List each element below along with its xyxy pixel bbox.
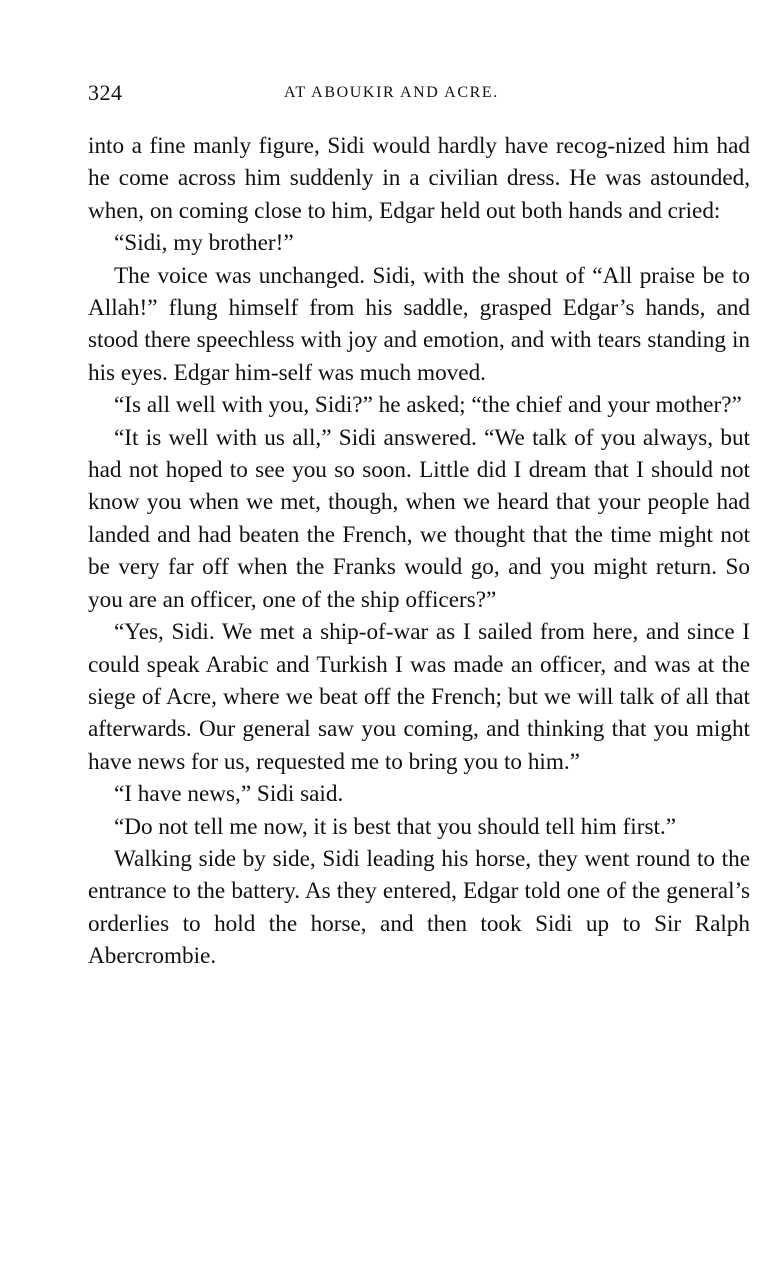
paragraph: “I have news,” Sidi said.: [114, 781, 344, 808]
paragraph: “Do not tell me now, it is best that you should tell him first.”: [114, 813, 677, 840]
page-header: [88, 80, 750, 110]
paragraph: Walking side by side, Sidi leading his horse, they went round to the entrance to the battery. As they entered, Edgar told one of the general’s orderlies to hold the horse, and then took Sidi up to Sir Ralph Abercrombie.: [88, 845, 750, 970]
paragraph: into a fine manly figure, Sidi would hardly have recog-nized him had he come across him suddenly in a civilian dress. He was astounded, when, on coming close to him, Edgar held out both hands and cried:: [88, 133, 750, 224]
page-number: 324: [88, 80, 123, 105]
paragraph: “It is well with us all,” Sidi answered. “We talk of you always, but had not hoped to see you so soon. Little did I dream that I should not know you when we met, though, when we heard that your people had landed and had beaten the French, we thought that the time might not be very far off when the Franks would go, and you might return. So you are an officer, one of the ship officers?”: [88, 424, 750, 613]
paragraph: The voice was unchanged. Sidi, with the shout of “All praise be to Allah!” flung himself from his saddle, grasped Edgar’s hands, and stood there speechless with joy and emotion, and with tears standing in his eyes. Edgar him-self was much moved.: [88, 262, 750, 386]
paragraph: “Is all well with you, Sidi?” he asked; “the chief and your mother?”: [114, 392, 742, 419]
body-text: [88, 130, 750, 973]
running-head: AT ABOUKIR AND ACRE.: [284, 84, 499, 101]
paragraph: “Sidi, my brother!”: [114, 230, 294, 257]
paragraph: “Yes, Sidi. We met a ship-of-war as I sailed from here, and since I could speak Arabic and Turkish I was made an officer, and was at the siege of Acre, where we beat off the French; but we will talk of all that afterwards. Our general saw you coming, and thinking that you might have news for us, requested me to bring you to him.”: [88, 619, 750, 775]
